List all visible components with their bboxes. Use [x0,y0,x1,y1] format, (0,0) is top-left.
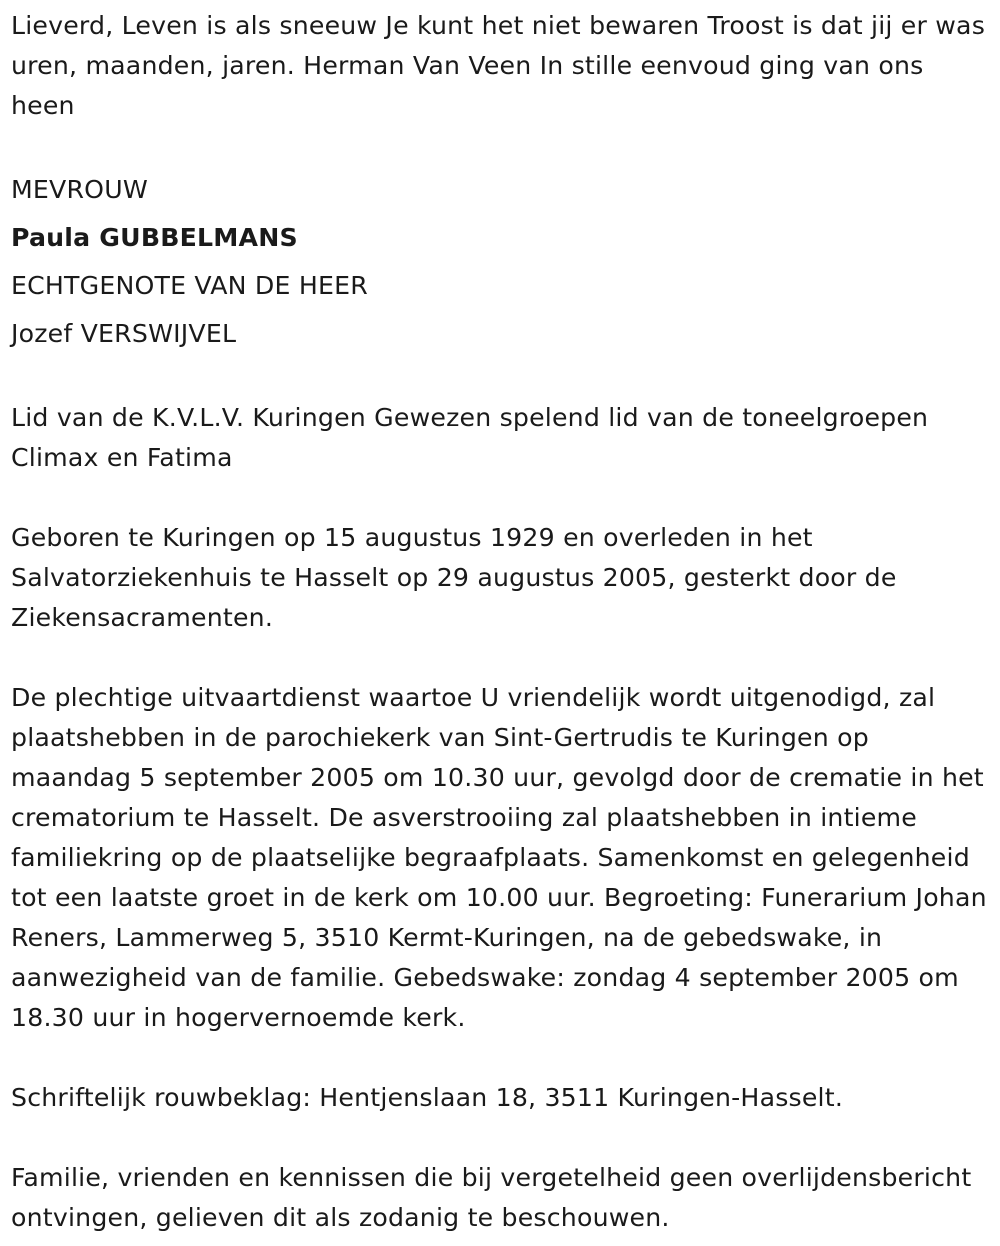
title-prefix: MEVROUW [11,175,148,204]
birth-death-paragraph: Geboren te Kuringen op 15 augustus 1929 en overleden in het Salvatorziekenhuis te Hasselt op 29 augustus 2005, gesterkt door de Ziekensacramenten. [11,523,897,632]
membership-paragraph: Lid van de K.V.L.V. Kuringen Gewezen spelend lid van de toneelgroepen Climax en Fatima [11,403,929,472]
condolence-paragraph: Schriftelijk rouwbeklag: Hentjenslaan 18, 3511 Kuringen-Hasselt. [11,1083,844,1112]
obituary-document [11,6,988,1238]
relation-line: ECHTGENOTE VAN DE HEER [11,271,368,300]
spacer [11,126,988,166]
spacer [11,478,988,518]
intro-paragraph: Lieverd, Leven is als sneeuw Je kunt het niet bewaren Troost is dat jij er was uren, maanden, jaren. Herman Van Veen In stille eenvoud ging van ons heen [11,11,986,120]
funeral-paragraph: De plechtige uitvaartdienst waartoe U vriendelijk wordt uitgenodigd, zal plaatshebben in de parochiekerk van Sint-Gertrudis te Kuringen op maandag 5 september 2005 om 10.30 uur, gevolgd door de crematie in het crematorium te Hasselt. De asverstrooiing zal plaatshebben in intieme familiekring op de plaatselijke begraafplaats. Samenkomst en gelegenheid tot een laatste groet in de kerk om 10.00 uur. Begroeting: Funerarium Johan Reners, Lammerweg 5, 3510 Kermt-Kuringen, na de gebedswake, in aanwezigheid van de familie. Gebedswake: zondag 4 september 2005 om 18.30 uur in hogervernoemde kerk. [11,683,987,1032]
closing-paragraph: Familie, vrienden en kennissen die bij vergetelheid geen overlijdensbericht ontvingen, gelieven dit als zodanig te beschouwen. [11,1163,972,1232]
spacer [11,638,988,678]
deceased-name: Paula GUBBELMANS [11,223,298,252]
spacer [11,1038,988,1078]
spacer [11,1118,988,1158]
spacer [11,358,988,398]
spouse-name: Jozef VERSWIJVEL [11,319,237,348]
